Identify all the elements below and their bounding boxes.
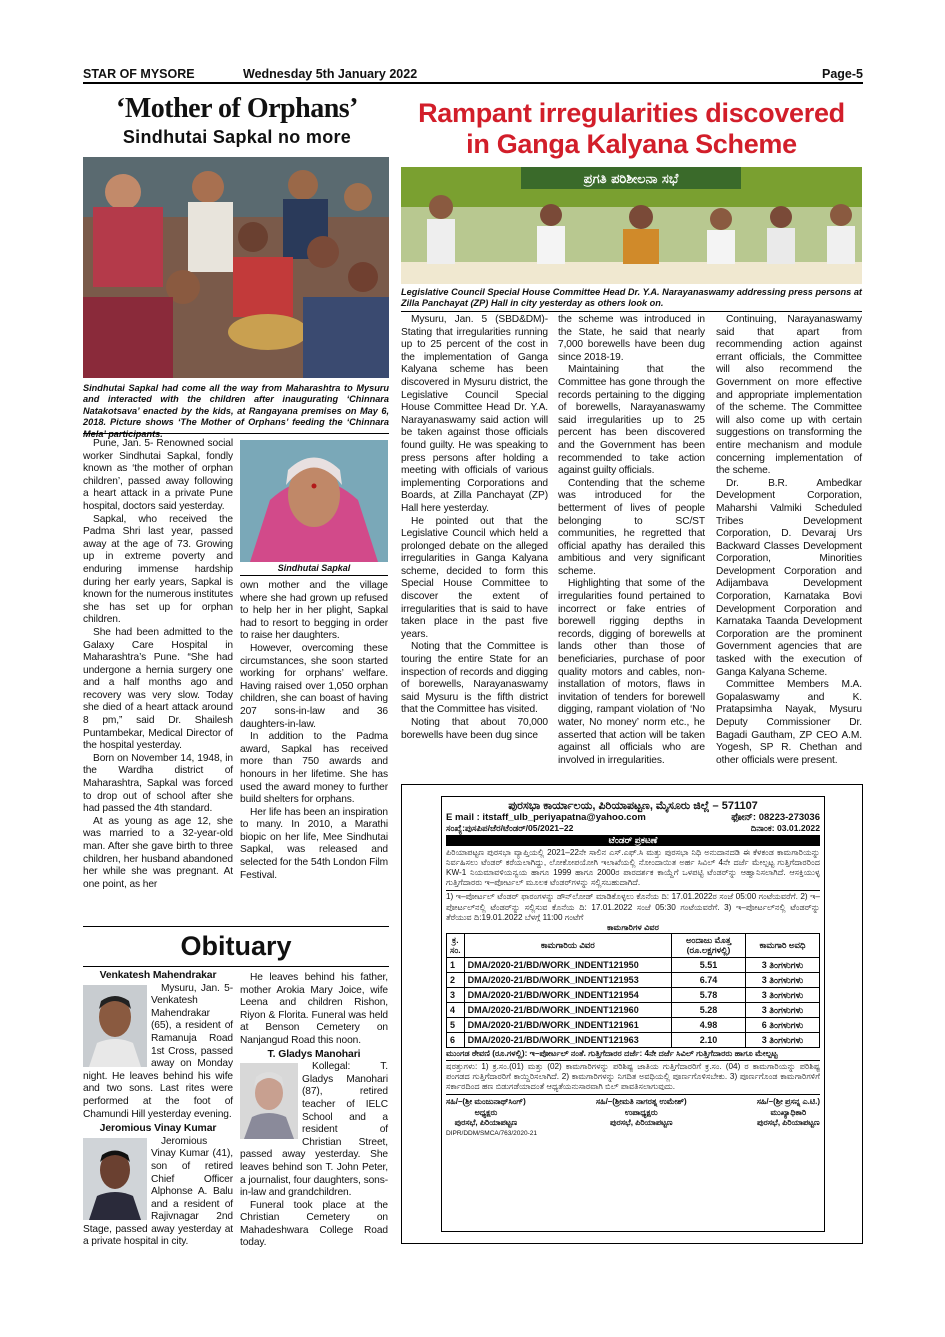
tender-works-title: ಕಾಮಗಾರಿಗಳ ವಿವರ bbox=[606, 923, 660, 933]
tender-notice bbox=[441, 796, 825, 1232]
header-desc: ಕಾಮಗಾರಿಯ ವಿವರ bbox=[464, 934, 671, 957]
gladys-photo bbox=[240, 1063, 298, 1139]
tender-dates: 1) ಇ–ಪೋರ್ಟಲ್ ಟೆಂಡರ್ ಫಾರಂಗಳನ್ನು ಡೌನ್‌ಲೋಡ್ ಮಾಡಿಕೊಳ್ಳಲು ಕೊನೆಯ ದಿ: 17.01.2022ರ ಸಂಜೆ 05:00 ಗಂಟೆಯವರೆಗೆ. 2) ಇ–ಪೋರ್ಟಲ್‌ನಲ್ಲಿ ಟೆಂಡರ್‌ನ್ನು ಸಲ್ಲಿಸುವ ಕೊನೆಯ ದಿ: 17.01.2022 ಸಂಜೆ 05:30 ಗಂಟೆಯವರೆಗೆ. 3) ಇ–ಪೋರ್ಟಲ್‌ನಲ್ಲಿ ಟೆಂಡರ್‌ನ್ನು ತೆರೆಯುವ ದಿ:19.01.2022 ಬೆಳಗ್ಗೆ 11:00 ಗಂಟೆಗೆ bbox=[446, 892, 820, 922]
header-sl: ಕ್ರ. ಸಂ. bbox=[447, 934, 465, 957]
page-number: Page-5 bbox=[822, 67, 863, 81]
cell-sl: 4 bbox=[447, 1002, 465, 1017]
sign-name: ಸಹಿ/–(ಶ್ರೀಮತಿ ನಾಗರತ್ನ ಉಮೇಶ್) bbox=[595, 1097, 687, 1107]
press-meet-photo bbox=[401, 167, 862, 284]
sign-office: ಪುರಸಭೆ, ಪಿರಿಯಾಪಟ್ಟಣ bbox=[757, 1117, 820, 1127]
tender-email: E mail : itstaff_ulb_periyapatna@yahoo.com bbox=[446, 812, 646, 823]
paragraph: Sapkal, who received the Padma Shri last year, passed away at the age of 73. Growing up in extreme poverty and enduring immense hardship during her early years, Sapkal is known for the numerous institutes she has set up for orphan children. bbox=[83, 513, 233, 626]
cell-sl: 6 bbox=[447, 1032, 465, 1047]
cell-period: 3 ತಿಂಗಳುಗಳು bbox=[746, 972, 820, 987]
paragraph: In addition to the Padma award, Sapkal has received more than 750 awards and honours in her lifetime. She has used the award money to further build shelters for orphans. bbox=[240, 731, 388, 806]
paragraph: Committee Members M.A. Gopalaswamy and K. Pratapsimha Nayak, Mysuru Deputy Commissioner Dr. Bagadi Gautham, ZP CEO A.M. Yogesh, SP R. Chethan and other officials were present. bbox=[716, 679, 862, 766]
tender-office-title: ಪುರಸಭಾ ಕಾರ್ಯಾಲಯ, ಪಿರಿಯಾಪಟ್ಟಣ, ಮೈಸೂರು ಜಿಲ್ಲೆ – 571107 bbox=[508, 800, 758, 812]
paragraph: He pointed out that the Legislative Council which held a prolonged debate on the alleged irregularities in Ganga Kalyana scheme, decided to form this Special House Committee to discover the extent of irregularities that is said to have taken place in the past five years. bbox=[401, 515, 548, 640]
cell-cost: 5.78 bbox=[672, 987, 746, 1002]
sapkal-subhead: Sindhutai Sapkal no more bbox=[122, 127, 352, 147]
tender-dipr-code: DIPR/DDM/SMCA/763/2020-21 bbox=[446, 1130, 538, 1138]
obituary-name-jeromious: Jeromious Vinay Kumar bbox=[99, 1123, 217, 1135]
table-header-row bbox=[447, 934, 820, 957]
sign-name: ಸಹಿ/–(ಶ್ರೀ ಪ್ರಸನ್ನ ಎ.ಟಿ.) bbox=[756, 1097, 820, 1107]
sapkal-feeding-photo bbox=[83, 157, 389, 378]
ganga-column-1 bbox=[401, 314, 548, 742]
obituary-text-gladys-cont: Funeral took place at the Christian Cemetery on Mahadeshwara College Road today. bbox=[240, 1199, 388, 1249]
sign-role: ಉಪಾಧ್ಯಕ್ಷರು bbox=[624, 1107, 658, 1117]
tender-works-table bbox=[446, 933, 820, 1047]
table-row bbox=[447, 987, 820, 1002]
obituary-text-gladys: Kollegal: T. Gladys Manohari (87), retired teacher of IELC School and a resident of Christian Street, passed away yesterday. She leaves behind son T. John Peter, a journalist, four daughters, sons-in-law and grandchildren. bbox=[240, 1061, 388, 1199]
tender-conditions: ಷರತ್ತುಗಳು: 1) ಕ್ರ.ಸಂ.(01) ಮತ್ತು (02) ಕಾಮಗಾರಿಗಳನ್ನು ಪರಿಶಿಷ್ಟ ಜಾತಿಯ ಗುತ್ತಿಗೆದಾರರಿಗೆ ಕ್ರ.ಸಂ. (04) ರ ಕಾಮಗಾರಿಯನ್ನು ಪರಿಶಿಷ್ಟ ಪಂಗಡದ ಗುತ್ತಿಗೆದಾರರಿಗೆ ಕಾಯ್ದಿರಿಸಲಾಗಿದೆ. 2) ಕಾಮಗಾರಿಗಳನ್ನು ನಿಗದಿತ ಅವಧಿಯಲ್ಲಿ ಪೂರ್ಣಗೊಳಿಸಬೇಕು. 3) ಪೂರ್ಣಗೊಂಡ ಕಾಮಗಾರಿಗಳಿಗೆ ಸರ್ಕಾರದಿಂದ ಹಣ ಬಿಡುಗಡೆಯಾದಂತೆ ಆಧ್ಯತೆಯನುಸಾರವಾಗಿ ಬಿಲ್ ಪಾವತಿಸಲಾಗುವುದು. bbox=[446, 1061, 820, 1092]
obituary-column-1 bbox=[83, 970, 233, 1249]
paragraph: the scheme was introduced in the State, he said that nearly 7,000 borewells have been dug since 2018-19. bbox=[558, 314, 705, 363]
paragraph: Noting that about 70,000 borewells have been dug since bbox=[401, 717, 548, 741]
cell-sl: 1 bbox=[447, 957, 465, 972]
cell-cost: 2.10 bbox=[672, 1032, 746, 1047]
table-row bbox=[447, 972, 820, 987]
sign-role: ಅಧ್ಯಕ್ಷರು bbox=[474, 1107, 498, 1117]
cell-sl: 3 bbox=[447, 987, 465, 1002]
table-row bbox=[447, 1017, 820, 1032]
venkatesh-photo bbox=[83, 985, 147, 1067]
cell-desc: DMA/2020-21/BD/WORK_INDENT121954 bbox=[464, 987, 671, 1002]
tender-signatures bbox=[446, 1094, 820, 1128]
cell-period: 3 ತಿಂಗಳುಗಳು bbox=[746, 1032, 820, 1047]
cell-cost: 5.51 bbox=[672, 957, 746, 972]
jeromious-photo bbox=[83, 1138, 147, 1220]
paragraph: At as young as age 12, she was married to a 32-year-old man. After she gave birth to three children, her husband abandoned her while she was pregnant. At one point, as her bbox=[83, 815, 233, 890]
cell-sl: 2 bbox=[447, 972, 465, 987]
svg-text:ಪ್ರಗತಿ ಪರಿಶೀಲನಾ ಸಭೆ: ಪ್ರಗತಿ ಪರಿಶೀಲನಾ ಸಭೆ bbox=[583, 172, 679, 187]
cell-period: 6 ತಿಂಗಳುಗಳು bbox=[746, 1017, 820, 1032]
sign-office: ಪುರಸಭೆ, ಪಿರಿಯಾಪಟ್ಟಣ bbox=[454, 1117, 518, 1127]
cell-period: 3 ತಿಂಗಳುಗಳು bbox=[746, 957, 820, 972]
paragraph: However, overcoming these circumstances, she soon started working for orphans’ welfare. Having raised over 1,050 orphan children, she can boast of having 207 sons-in-law and 36 daughters-in-law. bbox=[240, 642, 388, 730]
obituary-name-venkatesh: Venkatesh Mahendrakar bbox=[99, 970, 217, 981]
cell-desc: DMA/2020-21/BD/WORK_INDENT121950 bbox=[464, 957, 671, 972]
obituary-text-jeromious-cont: He leaves behind his father, mother Arokia Mary Joice, wife Leena and children Rishon, Riyon & Florita. Funeral was held at Benson Cemetery on Nanjangud Road this noon. bbox=[240, 972, 388, 1046]
paragraph: Her life has been an inspiration to many. In 2010, a Marathi biopic on her life, Mee Sindhutai Sapkal, was released and selected for the 54th London Film Festival. bbox=[240, 806, 388, 881]
paragraph: Contending that the scheme was introduced for the betterment of lives of people belonging to SC/ST communities, he regretted that official apathy has derailed this ambitious and very significant scheme. bbox=[558, 477, 705, 577]
press-meet-caption: Legislative Council Special House Committee Head Dr. Y.A. Narayanaswamy addressing press persons at Zilla Panchayat (ZP) Hall in city yesterday as others look on. bbox=[401, 287, 862, 309]
tender-notice-title: ಟೆಂಡರ್ ಪ್ರಕಟಣೆ bbox=[446, 835, 820, 845]
cell-desc: DMA/2020-21/BD/WORK_INDENT121960 bbox=[464, 1002, 671, 1017]
paragraph: Mysuru, Jan. 5 (SBD&DM)- Stating that irregularities running up to 25 percent of the cost in the implementation of Ganga Kalyana scheme has been discovered in Mysuru district, the Legislative Council Special House Committee Head Dr. Y.A. Narayanaswamy said action will be taken against those officials found guilty. He was speaking to press persons after holding a meeting with officials of various implementing Corporations and Boards, at Zilla Panchayat (ZP) Hall here yesterday. bbox=[401, 314, 548, 514]
paragraph: Dr. B.R. Ambedkar Development Corporation, Maharshi Valmiki Scheduled Tribes Development Corporation, D. Devaraj Urs Backward Classes Development Corporation, Minorities Development Corporation and Adijambava Development Corporation, Karnataka Bovi Development Corporation and Karnataka Taanda Development Corporation are the prominent Government agencies that are tasked with the execution of Ganga Kalyana Scheme. bbox=[716, 477, 862, 678]
tender-deposit: ಮುಂಗಡ ಠೇವಣಿ (ರೂ.ಗಳಲ್ಲಿ): ಇ–ಪೋರ್ಟಲ್ ನಂತೆ. ಗುತ್ತಿಗೆದಾರರ ದರ್ಜೆ: 4ನೇ ದರ್ಜೆ ಸಿವಿಲ್ ಗುತ್ತಿಗೆದಾರರು ಹಾಗೂ ಮೇಲ್ಪಟ್ಟ bbox=[446, 1048, 778, 1058]
sign-role: ಮುಖ್ಯಾಧಿಕಾರಿ bbox=[770, 1107, 807, 1117]
ganga-headline-line-2: in Ganga Kalyana Scheme bbox=[466, 129, 797, 159]
portrait-caption: Sindhutai Sapkal bbox=[240, 563, 388, 576]
ganga-headline-line-1: Rampant irregularities discovered bbox=[418, 98, 845, 128]
cell-period: 3 ತಿಂಗಳುಗಳು bbox=[746, 987, 820, 1002]
cell-desc: DMA/2020-21/BD/WORK_INDENT121963 bbox=[464, 1032, 671, 1047]
obituary-text-venkatesh: Mysuru, Jan. 5- Venkatesh Mahendrakar (65), a resident of Ramanuja Road 1st Cross, passed away on Monday night. He leaves behind his wife and two sons. Last rites were performed at the foot of Chamundi Hill yesterday evening. bbox=[83, 982, 233, 1120]
sign-name: ಸಹಿ/–(ಶ್ರೀ ಮಂಜುನಾಥ್‌ಸಿಂಗ್) bbox=[446, 1097, 526, 1107]
tender-ref-row bbox=[446, 823, 820, 833]
sapkal-column-1 bbox=[83, 438, 233, 891]
sapkal-headline: ‘Mother of Orphans’ bbox=[116, 93, 358, 124]
signature-vice-president bbox=[596, 1097, 687, 1128]
masthead bbox=[83, 64, 863, 84]
cell-cost: 5.28 bbox=[672, 1002, 746, 1017]
cell-desc: DMA/2020-21/BD/WORK_INDENT121961 bbox=[464, 1017, 671, 1032]
table-row bbox=[447, 1002, 820, 1017]
paragraph: Continuing, Narayanaswamy said that apart from recommending action against errant officials, the Committee will also recommend the Government on more effective and appropriate implementation of the scheme. The Committee will also come up with certain suggestions on transforming the entire mechanism and module concerning implementation of the scheme. bbox=[716, 314, 862, 477]
cell-cost: 4.98 bbox=[672, 1017, 746, 1032]
ganga-headline bbox=[400, 98, 863, 160]
obituary-name-gladys: T. Gladys Manohari bbox=[267, 1048, 361, 1060]
sapkal-portrait bbox=[240, 440, 388, 562]
cell-period: 3 ತಿಂಗಳುಗಳು bbox=[746, 1002, 820, 1017]
tender-date: ದಿನಾಂಕ: 03.01.2022 bbox=[750, 823, 820, 834]
cell-sl: 5 bbox=[447, 1017, 465, 1032]
table-row bbox=[447, 1032, 820, 1047]
paragraph: She had been admitted to the Galaxy Care Hospital in Maharashtra’s Pune. “She had undergone a hernia surgery one and a half months ago and recovery was very slow. Today she died of a heart attack around 8 pm,” said Dr. Shailesh Puntambekar, Medical Director of the hospital yesterday. bbox=[83, 626, 233, 752]
paragraph: own mother and the village where she had grown up refused to help her in her plight, Sapkal had to resort to begging in order to raise her daughters. bbox=[240, 580, 388, 642]
obituary-column-2 bbox=[240, 972, 388, 1250]
signature-president bbox=[446, 1097, 526, 1128]
paper-name: STAR OF MYSORE bbox=[83, 67, 195, 81]
header-period: ಕಾಮಗಾರಿ ಅವಧಿ bbox=[746, 934, 820, 957]
table-row bbox=[447, 957, 820, 972]
paragraph: Pune, Jan. 5- Renowned social worker Sindhutai Sapkal, fondly known as ‘the mother of orphan children’, passed away following a heart attack in a private Pune hospital, doctors said yesterday. bbox=[83, 438, 233, 512]
tender-contact-row bbox=[446, 813, 820, 823]
obituary-title: Obituary bbox=[180, 931, 292, 961]
paragraph: Highlighting that some of the irregularities found pertained to incorrect or fake entries of borewell rigging depths in records, digging of borewells at lands other than those of beneficiaries, purchase of poor quality motors and cables, non-installation of motors, flaws in invitation of tenders for borewell digging, rampant violation of ‘No water, No money’ norm etc., he asserted that action will be taken against all officials who are involved in irregularities. bbox=[558, 578, 705, 766]
cell-cost: 6.74 bbox=[672, 972, 746, 987]
obituary-text-jeromious: Jeromious Vinay Kumar (41), son of retired Chief Officer Alphonse A. Balu and a resident of Rajivnagar 2nd Stage, passed away yesterday at a private hospital in city. bbox=[83, 1135, 233, 1248]
issue-date: Wednesday 5th January 2022 bbox=[243, 67, 418, 81]
paragraph: Born on November 14, 1948, in the Wardha district of Maharashtra, Sapkal was forced to drop out of school after she had passed the 4th standard. bbox=[83, 752, 233, 815]
paragraph: Maintaining that the Committee has gone through the records pertaining to the digging of borewells, Narayanaswamy said irregularities up to 25 percent has been discovered and the Government has been recommended to take action against guilty officials. bbox=[558, 364, 705, 477]
sign-office: ಪುರಸಭೆ, ಪಿರಿಯಾಪಟ್ಟಣ bbox=[609, 1117, 673, 1127]
cell-desc: DMA/2020-21/BD/WORK_INDENT121953 bbox=[464, 972, 671, 987]
header-cost: ಅಂದಾಜು ಮೊತ್ತ (ರೂ.ಲಕ್ಷಗಳಲ್ಲಿ) bbox=[672, 934, 746, 957]
tender-intro: ಪಿರಿಯಾಪಟ್ಟಣ ಪುರಸಭಾ ವ್ಯಾಪ್ತಿಯಲ್ಲಿ 2021–22ನೇ ಸಾಲಿನ ಎಸ್.ಎಫ್.ಸಿ ಮತ್ತು ಪುರಸಭಾ ನಿಧಿ ಅನುದಾನದಡಿ ಈ ಕೆಳಕಂಡ ಕಾಮಗಾರಿಯನ್ನು ನಿರ್ವಹಿಸಲು ಟೆಂಡರ್ ಕರೆಯಲಾಗಿದ್ದು, ಲೋಕೋಪಯೋಗಿ ಇಲಾಖೆಯಲ್ಲಿ ನೋಂದಾಯಿತ ಅರ್ಹ ಸಿವಿಲ್ 4ನೇ ದರ್ಜೆ ಮೇಲ್ಪಟ್ಟ ಗುತ್ತಿಗೆದಾರರಿಂದ KW-1 ನಿಯಮಾವಳಿಯನ್ವಯ ಹಾಗೂ 1999 ಹಾಗೂ 2000ರ ಪಾರದರ್ಶಕ ಕಾಯ್ದೆಗೆ ಒಳಪಟ್ಟಿ ಟೆಂಡರ್‌ನ್ನು ಆಹ್ವಾನಿಸಲಾಗಿದೆ. ಆಸಕ್ತಿಯುಳ್ಳ ಗುತ್ತಿಗೆದಾರರು ಇ–ಪೋರ್ಟಲ್ ಮೂಲಕ ಟೆಂಡರ್‌ಗಳನ್ನು ಸಲ್ಲಿಸಬಹುದಾಗಿದೆ. bbox=[446, 847, 820, 888]
paragraph: Noting that the Committee is touring the entire State for an inspection of records and digging of borewells, Narayanaswamy said Mysuru is the fifth district that the Committee has visited. bbox=[401, 641, 548, 716]
tender-ref: ಸಂಖ್ಯೆ:ಪುಸಪಿಪ/ಜೆರ/ಟೆಂಡರ್/05/2021–22 bbox=[446, 823, 574, 834]
ganga-column-2 bbox=[558, 314, 705, 767]
tender-phone: ಫೋನ್: 08223-273036 bbox=[731, 812, 820, 823]
signature-chief-officer bbox=[757, 1097, 820, 1128]
sapkal-photo-caption: Sindhutai Sapkal had come all the way from Maharashtra to Mysuru and interacted with the children after inaugurating ‘Chinnara Natakotsava’ enacted by the kids, at Rangayana premises on May 6, 2018. Picture shows ‘The Mother of Orphans’ feeding the ‘Chinnara Mela’ participants. bbox=[83, 383, 389, 439]
ganga-column-3 bbox=[716, 314, 862, 767]
sapkal-column-2 bbox=[240, 580, 388, 882]
